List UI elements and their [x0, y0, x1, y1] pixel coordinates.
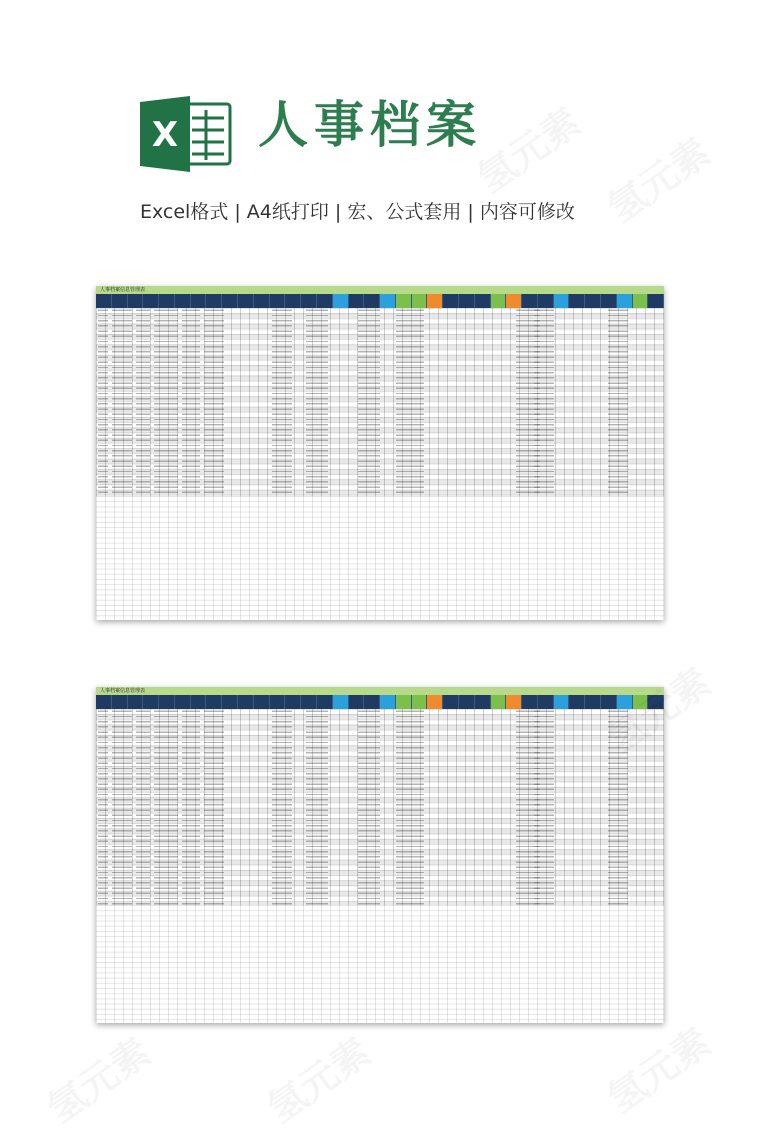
watermark [255, 1022, 380, 1132]
table-rows [96, 308, 664, 496]
page-subtitle: Excel格式 | A4纸打印 | 宏、公式套用 | 内容可修改 [140, 201, 575, 223]
spreadsheet-preview-1 [96, 286, 664, 620]
excel-logo-icon [140, 96, 232, 172]
excel-logo-letter: X [151, 115, 179, 155]
watermark [595, 1012, 720, 1122]
table-rows [96, 709, 664, 905]
watermark [465, 92, 590, 202]
sheet-title: 人事档案信息管理表 [96, 286, 664, 294]
table-header [96, 695, 664, 709]
sheet-title: 人事档案信息管理表 [96, 687, 664, 695]
page-title: 人事档案 [258, 96, 482, 154]
watermark [595, 122, 720, 232]
spreadsheet-preview-2 [96, 687, 664, 1023]
table-header [96, 294, 664, 308]
watermark [35, 1022, 160, 1132]
